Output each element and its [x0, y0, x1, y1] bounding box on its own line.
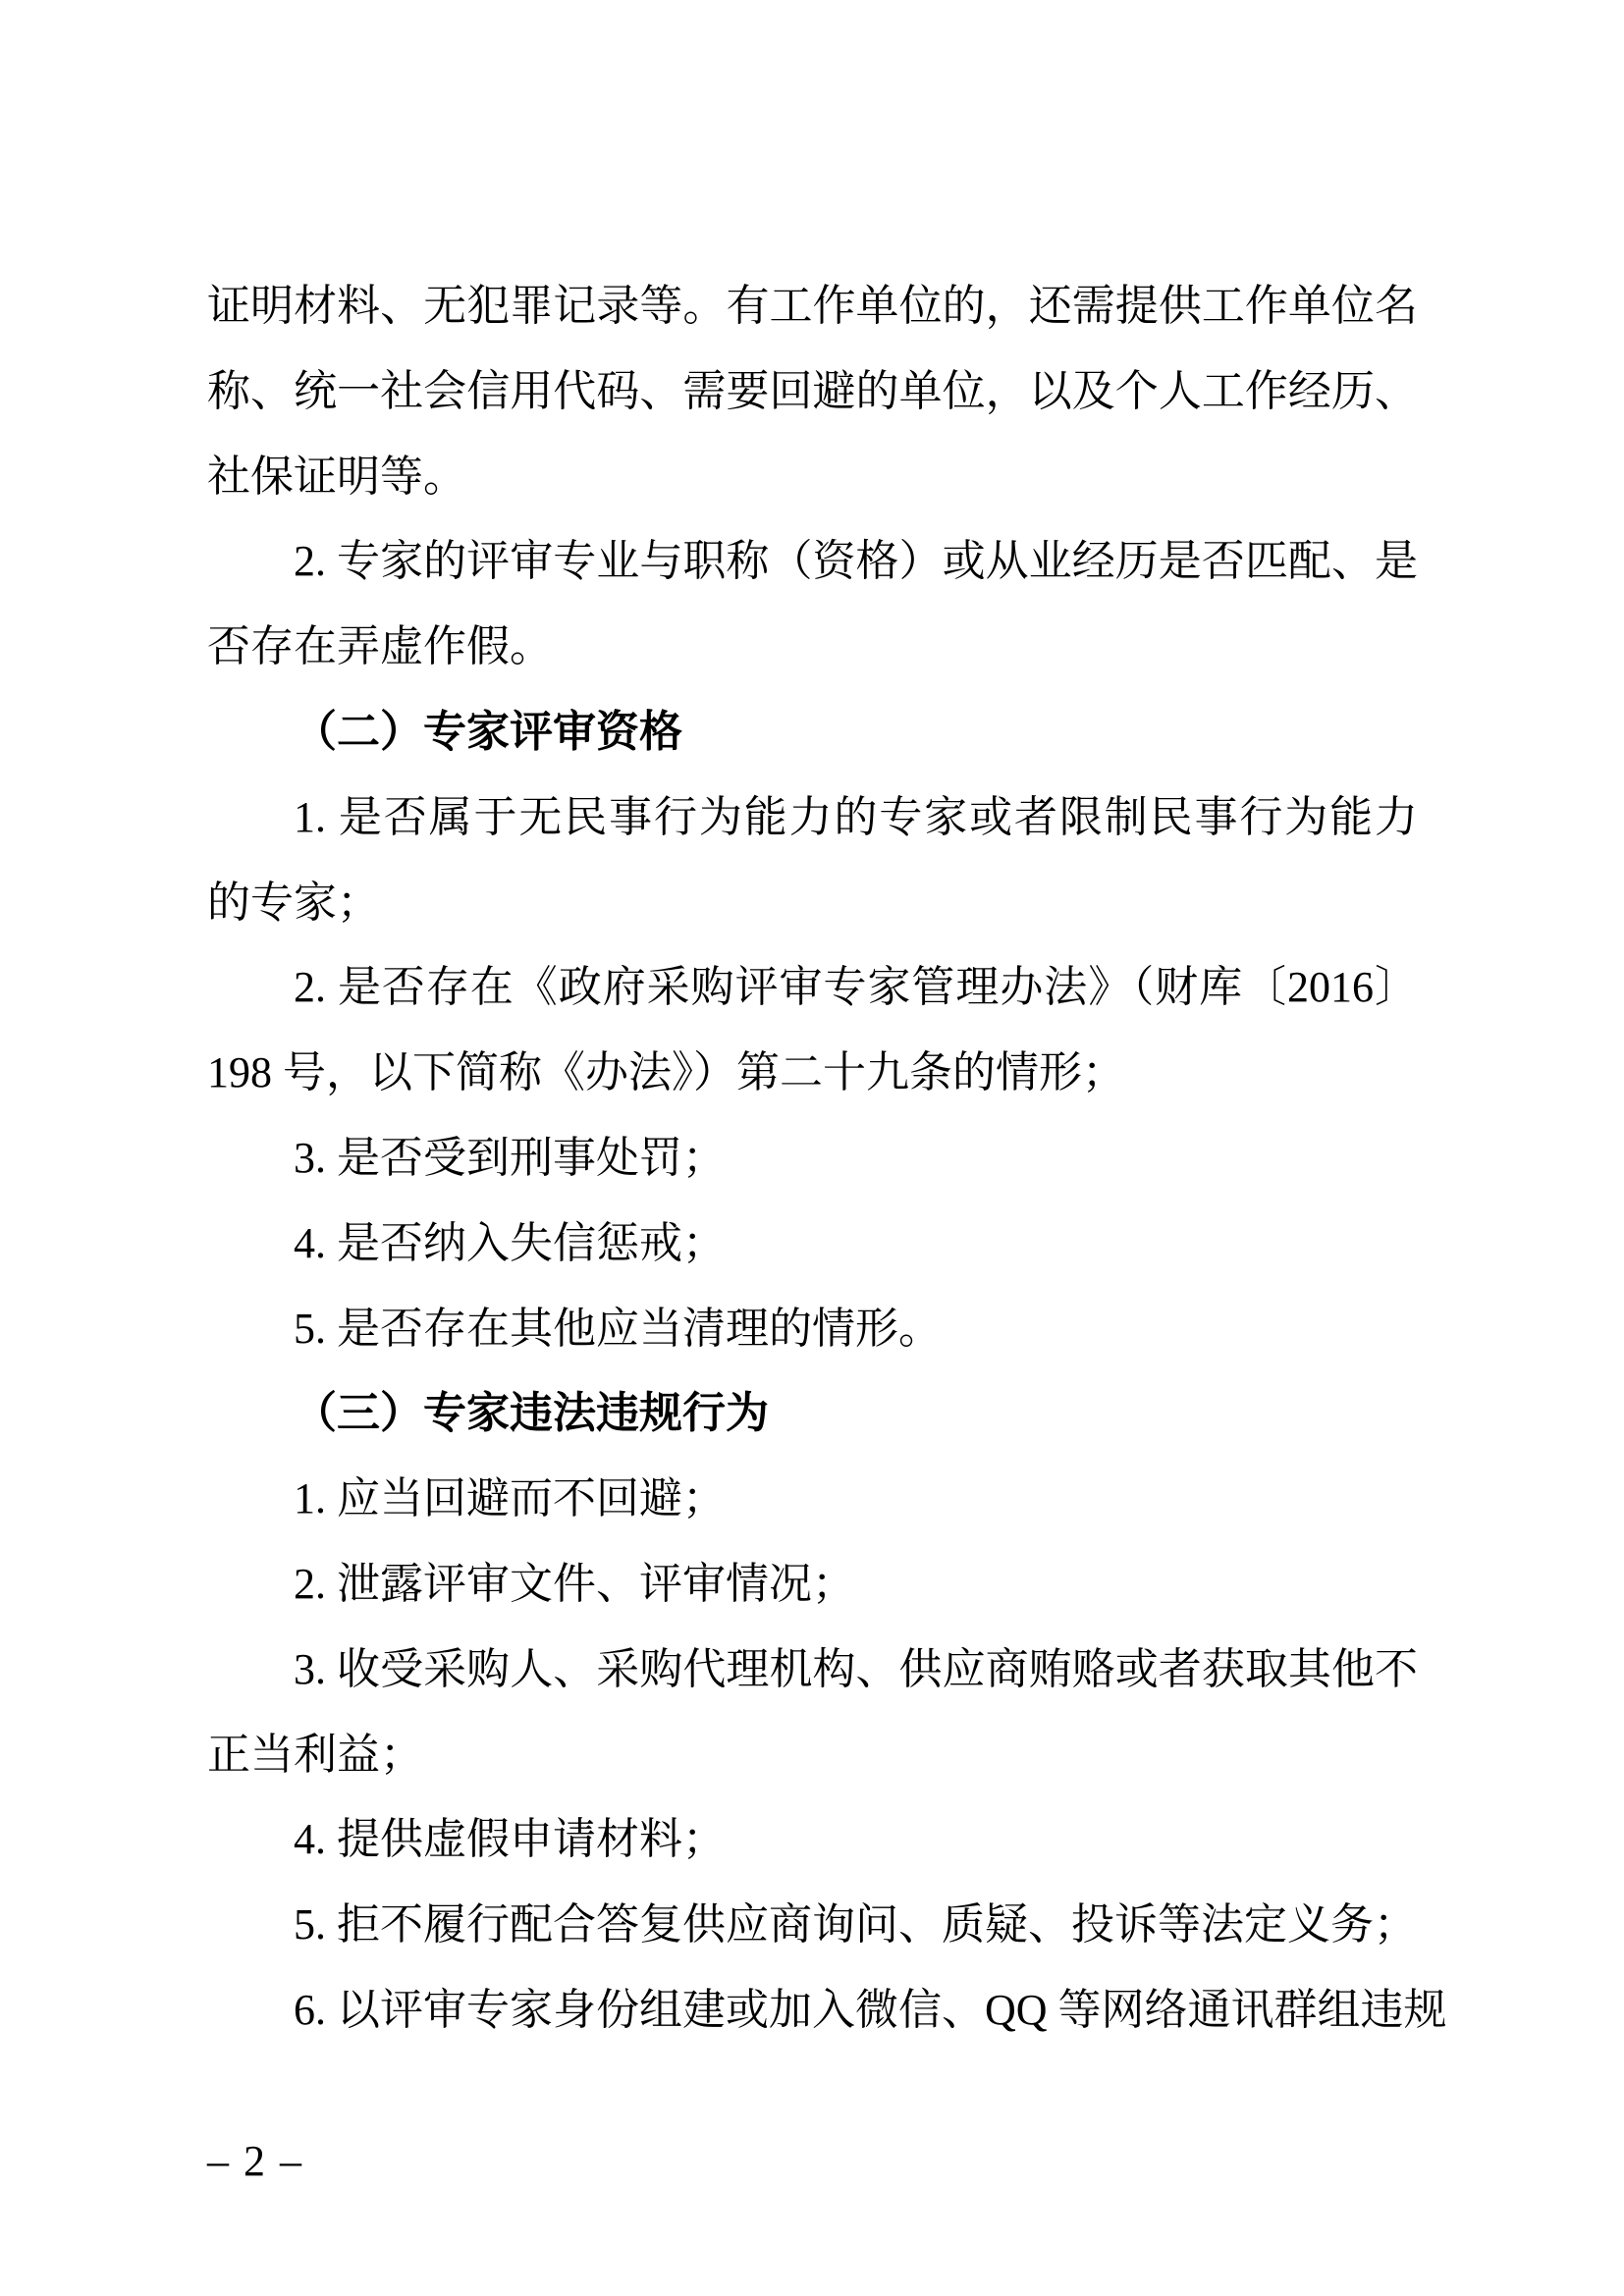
page-number: – 2 – [207, 2137, 303, 2185]
document-line: 5. 拒不履行配合答复供应商询问、质疑、投诉等法定义务； [294, 1900, 1417, 1949]
document-line: 2. 专家的评审专业与职称（资格）或从业经历是否匹配、是 [294, 537, 1418, 586]
document-line: 6. 以评审专家身份组建或加入微信、QQ 等网络通讯群组违规 [294, 1985, 1447, 2034]
document-line: 正当利益； [207, 1730, 423, 1779]
document-line: 称、统一社会信用代码、需要回避的单位，以及个人工作经历、 [207, 366, 1418, 415]
document-line: 3. 是否受到刑事处罚； [294, 1133, 726, 1182]
document-line: 3. 收受采购人、采购代理机构、供应商贿赂或者获取其他不 [294, 1644, 1418, 1693]
document-line: 社保证明等。 [207, 452, 466, 501]
document-body [207, 264, 1447, 2054]
document-line: 1. 应当回避而不回避； [294, 1474, 726, 1523]
document-line: 的专家； [207, 878, 380, 927]
document-line: 1. 是否属于无民事行为能力的专家或者限制民事行为能力 [294, 792, 1418, 841]
section-heading: （三）专家违法违规行为 [294, 1389, 769, 1438]
section-heading: （二）专家评审资格 [294, 707, 682, 756]
document-line: 2. 是否存在《政府采购评审专家管理办法》（财库〔2016〕 [294, 963, 1418, 1012]
document-line: 4. 是否纳入失信惩戒； [294, 1218, 726, 1267]
document-line: 198 号，以下简称《办法》）第二十九条的情形； [207, 1048, 1125, 1097]
document-line: 证明材料、无犯罪记录等。有工作单位的，还需提供工作单位名 [207, 282, 1418, 330]
document-line: 5. 是否存在其他应当清理的情形。 [294, 1304, 942, 1353]
document-line: 2. 泄露评审文件、评审情况； [294, 1559, 855, 1608]
document-line: 否存在弄虚作假。 [207, 622, 553, 671]
document-line: 4. 提供虚假申请材料； [294, 1815, 726, 1864]
